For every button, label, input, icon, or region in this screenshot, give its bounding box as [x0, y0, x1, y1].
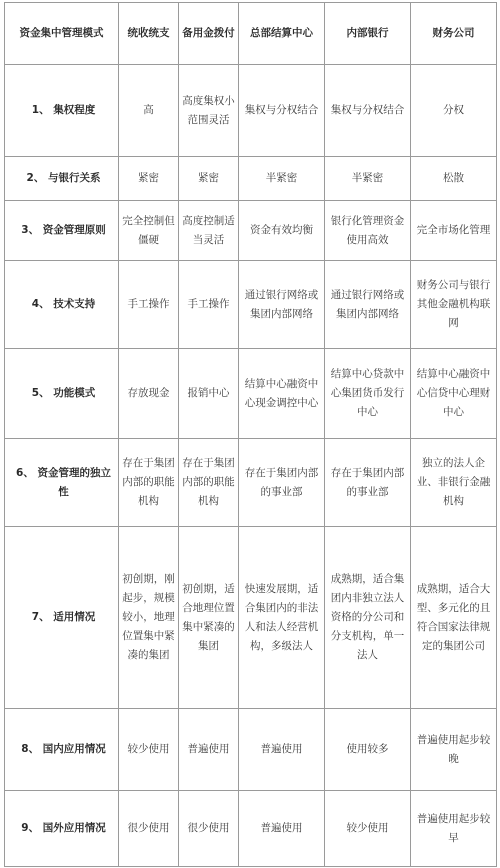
- table-row: [5, 791, 497, 867]
- table-cell: 存在于集团内部的事业部: [325, 439, 411, 527]
- table-cell: 存在于集团内部的职能机构: [119, 439, 179, 527]
- table-cell: 集权与分权结合: [325, 65, 411, 157]
- table-cell: 银行化管理资金使用高效: [325, 201, 411, 261]
- header-cell-imprest: 备用金拨付: [179, 3, 239, 65]
- table-row: [5, 201, 497, 261]
- table-cell: 普遍使用: [179, 709, 239, 791]
- table-cell: 较少使用: [119, 709, 179, 791]
- table-cell: 完全市场化管理: [411, 201, 497, 261]
- table-cell: 完全控制但僵硬: [119, 201, 179, 261]
- table-cell: 紧密: [179, 157, 239, 201]
- table-cell: 使用较多: [325, 709, 411, 791]
- fund-centralization-comparison-table: [4, 2, 497, 867]
- table-cell: 高度控制适当灵活: [179, 201, 239, 261]
- header-cell-settlement-center: 总部结算中心: [239, 3, 325, 65]
- table-row: [5, 439, 497, 527]
- header-cell-internal-bank: 内部银行: [325, 3, 411, 65]
- table-row: [5, 349, 497, 439]
- table-cell: 结算中心融资中心现金调控中心: [239, 349, 325, 439]
- row-label: 3、 资金管理原则: [5, 201, 119, 261]
- row-label: 6、 资金管理的独立性: [5, 439, 119, 527]
- table-cell: 普遍使用起步较早: [411, 791, 497, 867]
- table-cell: 高: [119, 65, 179, 157]
- row-label: 8、 国内应用情况: [5, 709, 119, 791]
- table-cell: 分权: [411, 65, 497, 157]
- table-cell: 紧密: [119, 157, 179, 201]
- table-row: [5, 157, 497, 201]
- table-cell: 成熟期，适合大型、多元化的且符合国家法律规定的集团公司: [411, 527, 497, 709]
- table-cell: 快速发展期，适合集团内的非法人和法人经营机构，多级法人: [239, 527, 325, 709]
- header-cell-unified: 统收统支: [119, 3, 179, 65]
- table-cell: 结算中心融资中心信贷中心理财中心: [411, 349, 497, 439]
- header-row: [5, 3, 497, 65]
- table-cell: 通过银行网络或集团内部网络: [325, 261, 411, 349]
- table-cell: 存在于集团内部的事业部: [239, 439, 325, 527]
- table-row: [5, 261, 497, 349]
- row-label: 1、 集权程度: [5, 65, 119, 157]
- table-cell: 半紧密: [239, 157, 325, 201]
- table-cell: 成熟期，适合集团内非独立法人资格的分公司和分支机构，单一法人: [325, 527, 411, 709]
- table-cell: 存在于集团内部的职能机构: [179, 439, 239, 527]
- table-cell: 财务公司与银行其他金融机构联网: [411, 261, 497, 349]
- table-row: [5, 527, 497, 709]
- table-cell: 很少使用: [179, 791, 239, 867]
- header-cell-finance-company: 财务公司: [411, 3, 497, 65]
- table-cell: 半紧密: [325, 157, 411, 201]
- table-cell: 松散: [411, 157, 497, 201]
- table-cell: 普遍使用: [239, 791, 325, 867]
- table-cell: 初创期，刚起步，规模较小，地理位置集中紧凑的集团: [119, 527, 179, 709]
- row-label: 7、 适用情况: [5, 527, 119, 709]
- table-row: [5, 65, 497, 157]
- table-cell: 报销中心: [179, 349, 239, 439]
- row-label: 4、 技术支持: [5, 261, 119, 349]
- table-cell: 初创期，适合地理位置集中紧凑的集团: [179, 527, 239, 709]
- table-cell: 高度集权小范围灵活: [179, 65, 239, 157]
- table-cell: 普遍使用起步较晚: [411, 709, 497, 791]
- table-cell: 存放现金: [119, 349, 179, 439]
- row-label: 5、 功能模式: [5, 349, 119, 439]
- table-cell: 普遍使用: [239, 709, 325, 791]
- table-cell: 手工操作: [119, 261, 179, 349]
- table-cell: 资金有效均衡: [239, 201, 325, 261]
- table-cell: 集权与分权结合: [239, 65, 325, 157]
- table-row: [5, 709, 497, 791]
- row-label: 9、 国外应用情况: [5, 791, 119, 867]
- header-cell-mode: 资金集中管理模式: [5, 3, 119, 65]
- table-cell: 很少使用: [119, 791, 179, 867]
- row-label: 2、 与银行关系: [5, 157, 119, 201]
- table-cell: 手工操作: [179, 261, 239, 349]
- table-cell: 较少使用: [325, 791, 411, 867]
- table-cell: 结算中心贷款中心集团货币发行中心: [325, 349, 411, 439]
- table-cell: 独立的法人企业、非银行金融机构: [411, 439, 497, 527]
- table-cell: 通过银行网络或集团内部网络: [239, 261, 325, 349]
